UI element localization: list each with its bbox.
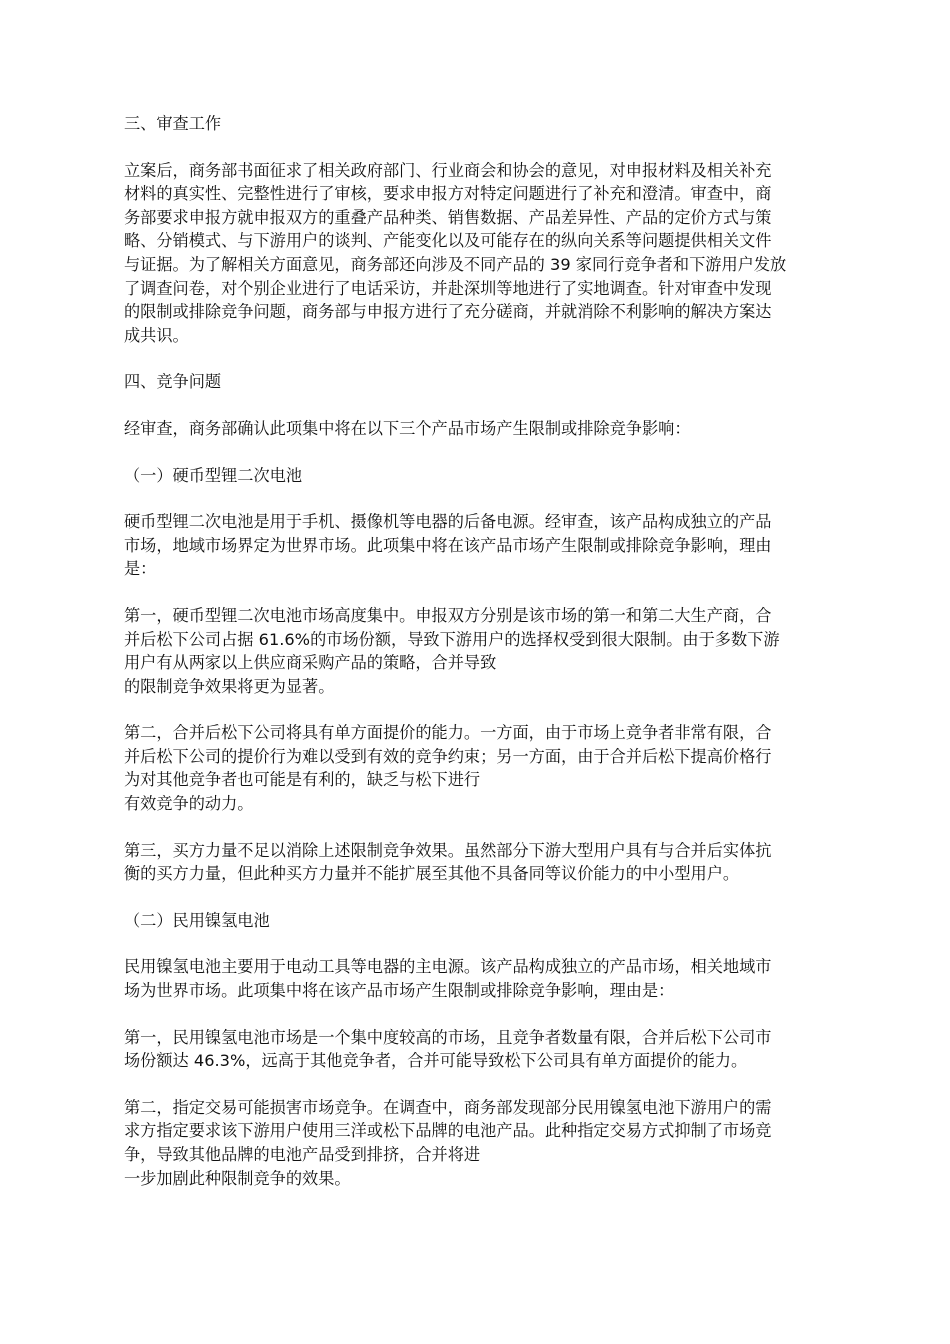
paragraph xyxy=(124,510,834,581)
paragraph xyxy=(124,604,834,698)
spacer xyxy=(124,1003,834,1026)
spacer xyxy=(124,816,834,839)
spacer xyxy=(124,347,834,370)
paragraph-line: 务部要求申报方就申报双方的重叠产品种类、销售数据、产品差异性、产品的定价方式与策 xyxy=(124,207,772,227)
paragraph-line: 第三，买方力量不足以消除上述限制竞争效果。虽然部分下游大型用户具有与合并后实体抗 xyxy=(124,840,772,860)
spacer xyxy=(124,932,834,955)
paragraph-line: 的限制或排除竞争问题，商务部与申报方进行了充分磋商，并就消除不利影响的解决方案达 xyxy=(124,302,772,322)
paragraph xyxy=(124,417,834,441)
paragraph-line: 衡的买方力量，但此种买方力量并不能扩展至其他不具备同等议价能力的中小型用户。 xyxy=(124,864,740,884)
paragraph-line: 成共识。 xyxy=(124,325,189,345)
paragraph-line: 的限制竞争效果将更为显著。 xyxy=(124,676,335,696)
paragraph xyxy=(124,955,834,1002)
paragraph-line: 略、分销模式、与下游用户的谈判、产能变化以及可能存在的纵向关系等问题提供相关文件 xyxy=(124,231,772,251)
paragraph-line: 求方指定要求该下游用户使用三洋或松下品牌的电池产品。此种指定交易方式抑制了市场竞 xyxy=(124,1121,772,1141)
paragraph-line: 场为世界市场。此项集中将在该产品市场产生限制或排除竞争影响，理由是： xyxy=(124,981,675,1001)
paragraph-line: 场份额达 46.3%，远高于其他竞争者，合并可能导致松下公司具有单方面提价的能力。 xyxy=(124,1051,748,1071)
paragraph-line: 了调查问卷，对个别企业进行了电话采访，并赴深圳等地进行了实地调查。针对审查中发现 xyxy=(124,278,772,298)
spacer xyxy=(124,441,834,464)
paragraph-line: 用户有从两家以上供应商采购产品的策略，合并导致 xyxy=(124,653,497,673)
paragraph-line: 硬币型锂二次电池是用于手机、摄像机等电器的后备电源。经审查，该产品构成独立的产品 xyxy=(124,512,772,532)
paragraph-line: 并后松下公司的提价行为难以受到有效的竞争约束；另一方面，由于合并后松下提高价格行 xyxy=(124,746,772,766)
paragraph-line: 立案后，商务部书面征求了相关政府部门、行业商会和协会的意见，对申报材料及相关补充 xyxy=(124,160,772,180)
section-heading: （一）硬币型锂二次电池 xyxy=(124,465,303,485)
paragraph-line: 为对其他竞争者也可能是有利的，缺乏与松下进行 xyxy=(124,770,481,790)
section-heading: 四、竞争问题 xyxy=(124,372,222,392)
paragraph-line: 第一，硬币型锂二次电池市场高度集中。申报双方分别是该市场的第一和第二大生产商，合 xyxy=(124,605,772,625)
paragraph-line: 一步加剧此种限制竞争的效果。 xyxy=(124,1168,351,1188)
spacer xyxy=(124,487,834,510)
paragraph-line: 第一，民用镍氢电池市场是一个集中度较高的市场，且竞争者数量有限，合并后松下公司市 xyxy=(124,1027,772,1047)
spacer xyxy=(124,581,834,604)
spacer xyxy=(124,394,834,417)
paragraph-line: 是： xyxy=(124,559,157,579)
spacer xyxy=(124,698,834,721)
spacer xyxy=(124,136,834,159)
paragraph-line: 第二，合并后松下公司将具有单方面提价的能力。一方面，由于市场上竞争者非常有限，合 xyxy=(124,723,772,743)
paragraph xyxy=(124,1026,834,1073)
paragraph-line: 市场，地域市场界定为世界市场。此项集中将在该产品市场产生限制或排除竞争影响，理由 xyxy=(124,535,772,555)
paragraph xyxy=(124,839,834,886)
spacer xyxy=(124,1073,834,1096)
spacer xyxy=(124,886,834,909)
paragraph-line: 材料的真实性、完整性进行了审核，要求申报方对特定问题进行了补充和澄清。审查中，商 xyxy=(124,184,772,204)
paragraph-line: 经审查，商务部确认此项集中将在以下三个产品市场产生限制或排除竞争影响： xyxy=(124,418,691,438)
paragraph-line: 并后松下公司占据 61.6%的市场份额，导致下游用户的选择权受到很大限制。由于多数下游 xyxy=(124,629,780,649)
paragraph-line: 第二，指定交易可能损害市场竞争。在调查中，商务部发现部分民用镍氢电池下游用户的需 xyxy=(124,1097,772,1117)
paragraph-line: 有效竞争的动力。 xyxy=(124,794,254,814)
paragraph-line: 与证据。为了解相关方面意见，商务部还向涉及不同产品的 39 家同行竞争者和下游用户发放 xyxy=(124,254,787,274)
document-body xyxy=(124,112,834,1213)
spacer xyxy=(124,1190,834,1213)
paragraph xyxy=(124,1096,834,1190)
paragraph xyxy=(124,721,834,815)
paragraph xyxy=(124,159,834,348)
paragraph-line: 民用镍氢电池主要用于电动工具等电器的主电源。该产品构成独立的产品市场，相关地域市 xyxy=(124,957,772,977)
section-heading: 三、审查工作 xyxy=(124,114,222,133)
paragraph-line: 争，导致其他品牌的电池产品受到排挤，合并将进 xyxy=(124,1145,481,1164)
section-heading: （二）民用镍氢电池 xyxy=(124,910,270,930)
